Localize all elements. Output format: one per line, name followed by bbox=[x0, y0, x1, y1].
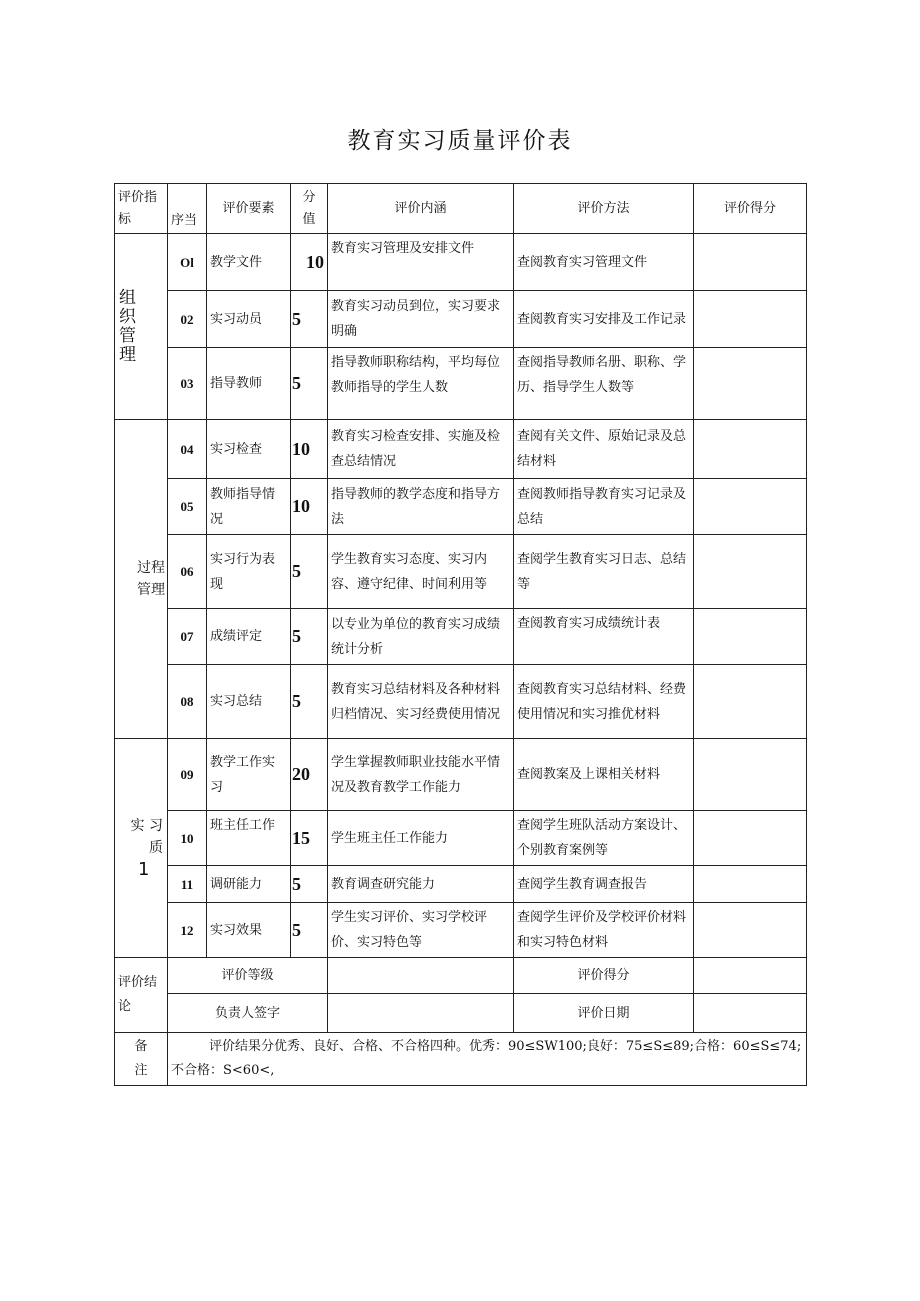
row-seq: 10 bbox=[168, 811, 207, 866]
row-content: 指导教师的教学态度和指导方法 bbox=[328, 479, 514, 535]
row-element: 班主任工作 bbox=[207, 811, 291, 866]
table-row bbox=[115, 234, 807, 291]
row-content: 教育实习总结材料及各种材料归档情况、实习经费使用情况 bbox=[328, 665, 514, 739]
row-result[interactable] bbox=[694, 665, 807, 739]
row-result[interactable] bbox=[694, 420, 807, 479]
table-row bbox=[115, 420, 807, 479]
row-method: 查阅教育实习成绩统计表 bbox=[514, 609, 694, 665]
conclusion-label-line1: 评价结 bbox=[118, 975, 158, 990]
group-process-line1: 过程 bbox=[137, 560, 165, 576]
conclusion-row bbox=[115, 994, 807, 1033]
row-seq: 07 bbox=[168, 609, 207, 665]
group-organization-char: 组 bbox=[119, 287, 136, 308]
grade-value[interactable] bbox=[328, 958, 514, 994]
score-label: 评价得分 bbox=[514, 958, 694, 994]
row-score: 10 bbox=[291, 234, 328, 291]
note-row bbox=[115, 1033, 807, 1086]
row-score: 5 bbox=[291, 866, 328, 903]
note-text: 评价结果分优秀、良好、合格、不合格四种。优秀：90≤SW100;良好：75≤S≤89;合格：60≤S≤74;不合格：S<60<, bbox=[168, 1033, 807, 1086]
score-value[interactable] bbox=[694, 958, 807, 994]
group-organization-char: 管 bbox=[119, 325, 136, 346]
row-method: 查阅学生班队活动方案设计、个别教育案例等 bbox=[514, 811, 694, 866]
grade-label: 评价等级 bbox=[168, 958, 328, 994]
row-seq: 05 bbox=[168, 479, 207, 535]
evaluation-table bbox=[114, 183, 807, 1086]
row-content: 教育实习管理及安排文件 bbox=[328, 234, 514, 291]
group-quality-line3: 1 bbox=[138, 859, 150, 880]
row-element: 指导教师 bbox=[207, 348, 291, 420]
header-indicator-line1: 评价指 bbox=[118, 189, 158, 205]
table-row bbox=[115, 535, 807, 609]
row-result[interactable] bbox=[694, 348, 807, 420]
header-result: 评价得分 bbox=[694, 184, 807, 234]
row-result[interactable] bbox=[694, 479, 807, 535]
header-row bbox=[115, 184, 807, 234]
row-content: 学生掌握教师职业技能水平情况及教育教学工作能力 bbox=[328, 739, 514, 811]
row-seq: 06 bbox=[168, 535, 207, 609]
page-title: 教育实习质量评价表 bbox=[347, 128, 573, 154]
row-score: 5 bbox=[291, 903, 328, 958]
table-row bbox=[115, 866, 807, 903]
table-row bbox=[115, 811, 807, 866]
row-result[interactable] bbox=[694, 903, 807, 958]
row-result[interactable] bbox=[694, 234, 807, 291]
table-row bbox=[115, 739, 807, 811]
row-score: 10 bbox=[291, 420, 328, 479]
row-score: 5 bbox=[291, 609, 328, 665]
row-content: 教育实习检查安排、实施及检查总结情况 bbox=[328, 420, 514, 479]
row-element: 教师指导情况 bbox=[207, 479, 291, 535]
row-method: 查阅有关文件、原始记录及总结材料 bbox=[514, 420, 694, 479]
table-row bbox=[115, 479, 807, 535]
group-organization-char: 织 bbox=[119, 306, 136, 327]
row-element: 实习检查 bbox=[207, 420, 291, 479]
row-result[interactable] bbox=[694, 535, 807, 609]
row-result[interactable] bbox=[694, 811, 807, 866]
header-indicator bbox=[115, 184, 168, 234]
group-quality-line2: 质 bbox=[149, 840, 163, 856]
group-quality bbox=[115, 739, 168, 958]
group-process-line2: 管理 bbox=[137, 582, 165, 598]
table-row bbox=[115, 903, 807, 958]
row-element: 调研能力 bbox=[207, 866, 291, 903]
conclusion-label-line2: 论 bbox=[118, 999, 132, 1014]
row-element: 成绩评定 bbox=[207, 609, 291, 665]
row-method: 查阅指导教师名册、职称、学历、指导学生人数等 bbox=[514, 348, 694, 420]
row-content: 学生实习评价、实习学校评价、实习特色等 bbox=[328, 903, 514, 958]
signer-value[interactable] bbox=[328, 994, 514, 1033]
row-score: 5 bbox=[291, 665, 328, 739]
note-label-line1: 备 bbox=[134, 1039, 148, 1054]
row-element: 教学文件 bbox=[207, 234, 291, 291]
row-score: 5 bbox=[291, 348, 328, 420]
row-method: 查阅教育实习管理文件 bbox=[514, 234, 694, 291]
row-seq: 11 bbox=[168, 866, 207, 903]
row-score: 20 bbox=[291, 739, 328, 811]
row-seq: 04 bbox=[168, 420, 207, 479]
row-seq: 03 bbox=[168, 348, 207, 420]
table-row bbox=[115, 348, 807, 420]
row-method: 查阅学生评价及学校评价材料和实习特色材料 bbox=[514, 903, 694, 958]
row-content: 以专业为单位的教育实习成绩统计分析 bbox=[328, 609, 514, 665]
row-result[interactable] bbox=[694, 866, 807, 903]
row-score: 15 bbox=[291, 811, 328, 866]
row-method: 查阅教育实习总结材料、经费使用情况和实习推优材料 bbox=[514, 665, 694, 739]
row-score: 10 bbox=[291, 479, 328, 535]
row-seq: 02 bbox=[168, 291, 207, 348]
row-method: 查阅教师指导教育实习记录及总结 bbox=[514, 479, 694, 535]
header-element: 评价要素 bbox=[207, 184, 291, 234]
row-method: 查阅学生教育实习日志、总结等 bbox=[514, 535, 694, 609]
header-score bbox=[291, 184, 328, 234]
header-score-line2: 值 bbox=[302, 211, 316, 227]
conclusion-row bbox=[115, 958, 807, 994]
header-method: 评价方法 bbox=[514, 184, 694, 234]
row-content: 教育调查研究能力 bbox=[328, 866, 514, 903]
note-label bbox=[115, 1033, 168, 1086]
row-element: 实习动员 bbox=[207, 291, 291, 348]
row-content: 指导教师职称结构，平均每位教师指导的学生人数 bbox=[328, 348, 514, 420]
header-seq: 序当 bbox=[168, 184, 207, 234]
table-row bbox=[115, 609, 807, 665]
header-indicator-line2: 标 bbox=[118, 211, 132, 227]
group-process bbox=[115, 420, 168, 739]
row-content: 学生教育实习态度、实习内容、遵守纪律、时间利用等 bbox=[328, 535, 514, 609]
row-seq: 09 bbox=[168, 739, 207, 811]
row-result[interactable] bbox=[694, 609, 807, 665]
row-content: 学生班主任工作能力 bbox=[328, 811, 514, 866]
conclusion-label bbox=[115, 958, 168, 1033]
row-element: 实习行为表现 bbox=[207, 535, 291, 609]
row-result[interactable] bbox=[694, 739, 807, 811]
row-element: 实习效果 bbox=[207, 903, 291, 958]
row-seq: 12 bbox=[168, 903, 207, 958]
signer-label: 负责人签字 bbox=[168, 994, 328, 1033]
row-seq: Ol bbox=[168, 234, 207, 291]
row-method: 查阅教案及上课相关材料 bbox=[514, 739, 694, 811]
group-quality-line1: 实 习 bbox=[130, 818, 163, 834]
group-organization bbox=[115, 234, 168, 420]
row-content: 教育实习动员到位，实习要求明确 bbox=[328, 291, 514, 348]
note-label-line2: 注 bbox=[134, 1063, 148, 1078]
header-content: 评价内涵 bbox=[328, 184, 514, 234]
row-element: 实习总结 bbox=[207, 665, 291, 739]
header-score-line1: 分 bbox=[302, 189, 316, 205]
row-method: 查阅学生教育调查报告 bbox=[514, 866, 694, 903]
row-seq: 08 bbox=[168, 665, 207, 739]
row-method: 查阅教育实习安排及工作记录 bbox=[514, 291, 694, 348]
row-element: 教学工作实习 bbox=[207, 739, 291, 811]
group-organization-char: 理 bbox=[119, 344, 136, 365]
table-row bbox=[115, 665, 807, 739]
date-label: 评价日期 bbox=[514, 994, 694, 1033]
row-score: 5 bbox=[291, 291, 328, 348]
row-score: 5 bbox=[291, 535, 328, 609]
date-value[interactable] bbox=[694, 994, 807, 1033]
row-result[interactable] bbox=[694, 291, 807, 348]
table-row bbox=[115, 291, 807, 348]
